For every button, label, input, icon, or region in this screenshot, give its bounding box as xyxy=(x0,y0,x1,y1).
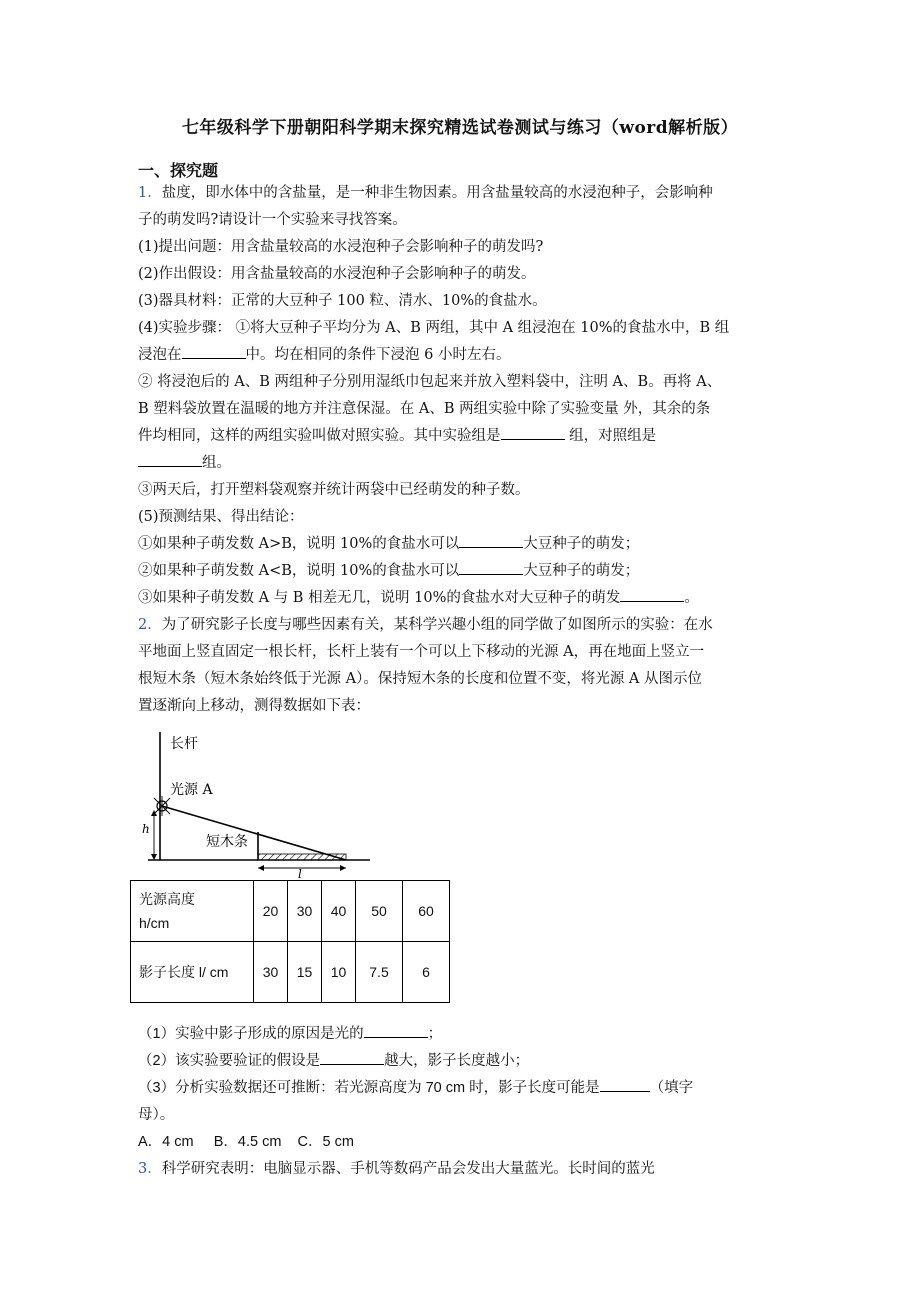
experiment-diagram xyxy=(138,728,398,878)
shadow-region xyxy=(258,854,346,860)
question-number: 1． xyxy=(138,185,162,201)
question-number: 2． xyxy=(138,617,162,633)
table-header-cell: 光源高度 h/cm xyxy=(131,881,254,942)
q3-intro-line1: 3．科学研究表明：电脑显示器、手机等数码产品会发出大量蓝光。长时间的蓝光 xyxy=(138,1161,655,1177)
q1-result-3: ③如果种子萌发数 A 与 B 相差无几，说明 10%的食盐水对大豆种子的萌发 。 xyxy=(138,585,786,612)
q1-step-5d: 组。 xyxy=(138,450,786,477)
q2-intro-line4: 置逐渐向上移动，测得数据如下表： xyxy=(138,698,370,714)
table-cell: 15 xyxy=(288,942,322,1003)
table-cell: 20 xyxy=(254,881,288,942)
answer-blank[interactable] xyxy=(364,1023,428,1038)
q2-intro-line3: 根短木条（短木条始终低于光源 A）。保持短木条的长度和位置不变，将光源 A 从图示位 xyxy=(138,671,703,687)
q2-sub-1: （1）实验中影子形成的原因是光的 ； xyxy=(138,1021,786,1048)
shadow-experiment-figure xyxy=(138,728,786,878)
short-stick-label: 短木条 xyxy=(206,834,248,850)
q1-intro-line2: 子的萌发吗?请设计一个实验来寻找答案。 xyxy=(138,212,407,228)
q2-sub-3: （3）分析实验数据还可推断：若光源高度为 70 cm 时，影子长度可能是 （填字 xyxy=(138,1075,786,1102)
answer-blank[interactable] xyxy=(600,1077,650,1092)
h-label: h xyxy=(142,822,150,836)
q1-result-1: ①如果种子萌发数 A>B，说明 10%的食盐水可以 大豆种子的萌发； xyxy=(138,531,786,558)
l-label: l xyxy=(298,867,302,878)
q1-intro-line1: 1．盐度，即水体中的含盐量，是一种非生物因素。用含盐量较高的水浸泡种子，会影响种 xyxy=(138,185,713,201)
answer-blank[interactable] xyxy=(620,587,684,602)
answer-blank[interactable] xyxy=(182,344,246,359)
table-cell: 40 xyxy=(322,881,356,942)
q1-step-5b: B 塑料袋放置在温暖的地方并注意保湿。在 A、B 两组实验中除了实验变量 外，其余的条 xyxy=(138,401,711,417)
table-cell: 7.5 xyxy=(356,942,403,1003)
q2-options: A．4 cm B．4.5 cm C．5 cm xyxy=(138,1134,354,1150)
table-header-cell: 影子长度 l/ cm xyxy=(131,942,254,1003)
table-row xyxy=(131,881,450,942)
answer-blank[interactable] xyxy=(138,452,202,467)
answer-blank[interactable] xyxy=(501,425,565,440)
q1-step-3: (3)器具材料：正常的大豆种子 100 粒、清水、10%的食盐水。 xyxy=(138,293,547,309)
q1-step-6: ③两天后，打开塑料袋观察并统计两袋中已经萌发的种子数。 xyxy=(138,482,530,498)
q1-step-5c: 件均相同，这样的两组实验叫做对照实验。其中实验组是 组，对照组是 xyxy=(138,423,786,450)
q1-step-7: (5)预测结果、得出结论： xyxy=(138,509,304,525)
answer-blank[interactable] xyxy=(459,560,523,575)
answer-blank[interactable] xyxy=(320,1050,384,1065)
section-heading: 一、探究题 xyxy=(138,161,219,180)
pole-label: 长杆 xyxy=(170,736,198,752)
q1-result-2: ②如果种子萌发数 A<B，说明 10%的食盐水可以 大豆种子的萌发； xyxy=(138,558,786,585)
light-ray xyxy=(162,806,346,860)
q1-step-2: (2)作出假设：用含盐量较高的水浸泡种子会影响种子的萌发。 xyxy=(138,266,536,282)
light-source-label: 光源 A xyxy=(170,782,213,798)
q2-intro-line1: 2．为了研究影子长度与哪些因素有关，某科学兴趣小组的同学做了如图所示的实验：在水 xyxy=(138,617,713,633)
answer-blank[interactable] xyxy=(459,533,523,548)
table-cell: 50 xyxy=(356,881,403,942)
q1-step-5a: ② 将浸泡后的 A、B 两组种子分别用湿纸巾包起来并放入塑料袋中，注明 A、B。再将 A、 xyxy=(138,374,722,390)
table-cell: 60 xyxy=(403,881,450,942)
q1-step-4b: 浸泡在 中。均在相同的条件下浸泡 6 小时左右。 xyxy=(138,342,786,369)
document-title: 七年级科学下册朝阳科学期末探究精选试卷测试与练习（word解析版） xyxy=(181,118,739,138)
q2-sub-3b: 母）。 xyxy=(138,1107,175,1123)
q1-step-1: (1)提出问题：用含盐量较高的水浸泡种子会影响种子的萌发吗? xyxy=(138,239,544,255)
q2-sub-2: （2）该实验要验证的假设是 越大，影子长度越小； xyxy=(138,1048,786,1075)
table-cell: 6 xyxy=(403,942,450,1003)
table-row xyxy=(131,942,450,1003)
q2-intro-line2: 平地面上竖直固定一根长杆，长杆上装有一个可以上下移动的光源 A，再在地面上竖立一 xyxy=(138,644,705,660)
table-cell: 30 xyxy=(254,942,288,1003)
document-body xyxy=(138,180,786,1183)
q1-step-4a: (4)实验步骤： ①将大豆种子平均分为 A、B 两组，其中 A 组浸泡在 10%的食盐水中，B 组 xyxy=(138,320,730,336)
table-cell: 30 xyxy=(288,881,322,942)
data-table xyxy=(130,880,450,1003)
table-cell: 10 xyxy=(322,942,356,1003)
question-number: 3． xyxy=(138,1161,162,1177)
